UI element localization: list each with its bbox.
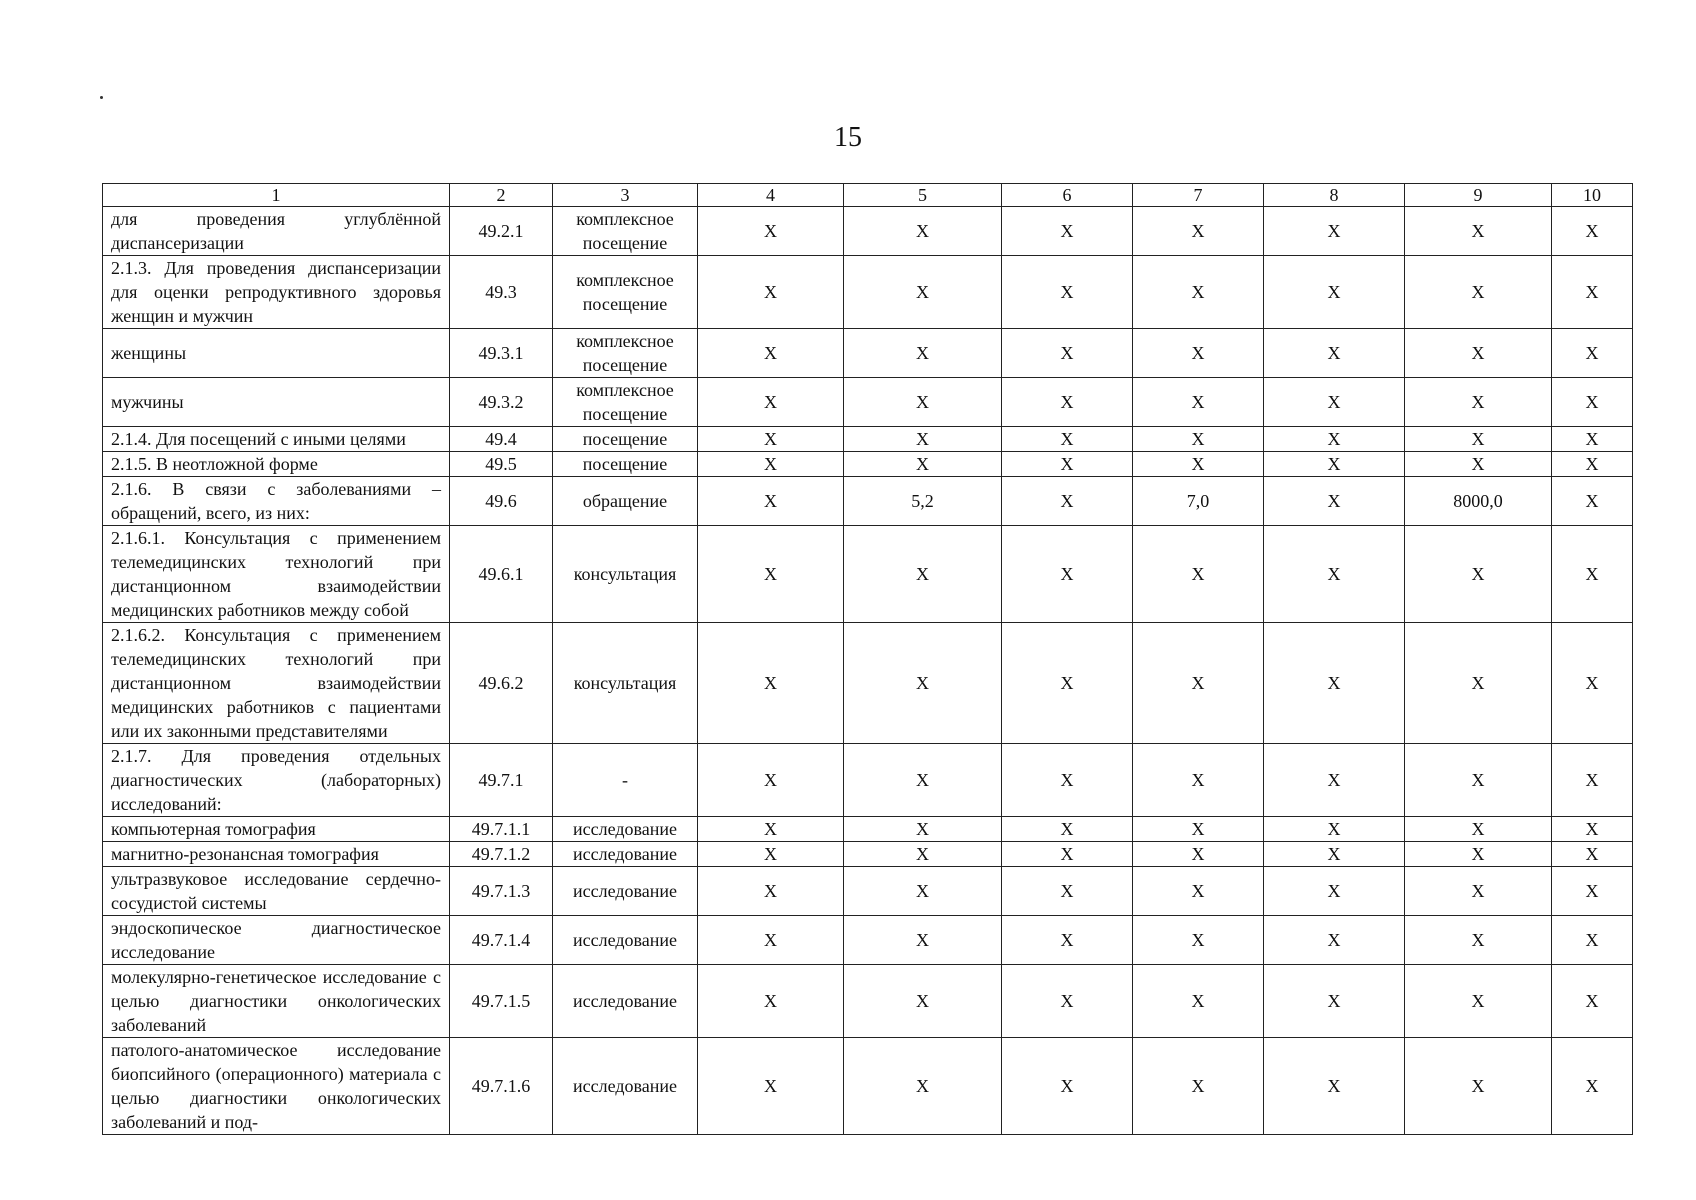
page-number: 15 [834,122,862,153]
row-value-cell: Х [1264,329,1405,378]
row-value-cell: Х [1002,526,1133,623]
row-value-cell: Х [1552,427,1633,452]
row-value-cell: Х [1264,256,1405,329]
row-value-cell: Х [1552,867,1633,916]
row-value-cell: Х [1264,207,1405,256]
row-name-cell: мужчины [103,378,450,427]
row-unit-cell: обращение [553,477,698,526]
row-value-cell: Х [1133,378,1264,427]
row-unit-cell: исследование [553,965,698,1038]
row-code-cell: 49.7.1.1 [450,817,553,842]
row-value-cell: Х [1405,842,1552,867]
column-header: 2 [450,184,553,207]
row-value-cell: Х [698,965,844,1038]
row-value-cell: Х [1405,744,1552,817]
row-value-cell: Х [1552,817,1633,842]
row-code-cell: 49.6.1 [450,526,553,623]
table-row [103,842,1633,867]
row-value-cell: Х [698,842,844,867]
row-value-cell: Х [844,256,1002,329]
row-value-cell: Х [1002,744,1133,817]
row-value-cell: Х [844,329,1002,378]
row-unit-cell: исследование [553,867,698,916]
row-code-cell: 49.7.1.3 [450,867,553,916]
row-value-cell: Х [844,867,1002,916]
row-value-cell: Х [1133,623,1264,744]
row-unit-cell: консультация [553,623,698,744]
row-value-cell: Х [1405,526,1552,623]
row-value-cell: Х [1264,378,1405,427]
row-unit-cell: комплексное посещение [553,207,698,256]
row-value-cell: Х [1552,452,1633,477]
column-header: 7 [1133,184,1264,207]
row-value-cell: Х [1133,965,1264,1038]
row-value-cell: Х [1133,916,1264,965]
column-header: 9 [1405,184,1552,207]
table-row [103,329,1633,378]
row-value-cell: Х [1552,916,1633,965]
row-unit-cell: исследование [553,916,698,965]
row-value-cell: Х [1002,329,1133,378]
row-name-cell: компьютерная томография [103,817,450,842]
row-value-cell: Х [1552,965,1633,1038]
row-value-cell: Х [698,1038,844,1135]
row-value-cell: Х [1264,817,1405,842]
table-row [103,965,1633,1038]
row-code-cell: 49.3 [450,256,553,329]
row-value-cell: Х [1002,623,1133,744]
column-header: 8 [1264,184,1405,207]
row-value-cell: Х [698,427,844,452]
row-value-cell: Х [1405,256,1552,329]
row-value-cell: Х [1552,623,1633,744]
row-unit-cell: посещение [553,452,698,477]
row-value-cell: Х [1405,427,1552,452]
row-unit-cell: посещение [553,427,698,452]
row-code-cell: 49.3.1 [450,329,553,378]
row-unit-cell: комплексное посещение [553,378,698,427]
table-row [103,256,1633,329]
row-value-cell: Х [1264,916,1405,965]
table-row [103,916,1633,965]
row-value-cell: Х [1552,842,1633,867]
row-value-cell: Х [844,965,1002,1038]
row-value-cell: Х [1264,965,1405,1038]
row-value-cell: Х [1002,378,1133,427]
row-value-cell: Х [1133,842,1264,867]
row-value-cell: Х [1002,817,1133,842]
row-value-cell: Х [844,1038,1002,1135]
row-code-cell: 49.2.1 [450,207,553,256]
table-row [103,477,1633,526]
row-value-cell: Х [1264,477,1405,526]
table-row [103,623,1633,744]
row-code-cell: 49.6 [450,477,553,526]
row-name-cell: для проведения углублённой диспансеризации [103,207,450,256]
row-value-cell: Х [844,452,1002,477]
row-name-cell: 2.1.3. Для проведения диспансеризации для оценки репродуктивного здоровья женщин и мужчин [103,256,450,329]
row-value-cell: Х [844,817,1002,842]
row-name-cell: женщины [103,329,450,378]
row-name-cell: патолого-анатомическое исследование биопсийного (операционного) материала с целью диагностики онкологических заболеваний и под- [103,1038,450,1135]
row-code-cell: 49.7.1.2 [450,842,553,867]
row-name-cell: 2.1.7. Для проведения отдельных диагностических (лабораторных) исследований: [103,744,450,817]
row-value-cell: Х [844,623,1002,744]
row-value-cell: 8000,0 [1405,477,1552,526]
table-row [103,1038,1633,1135]
row-code-cell: 49.6.2 [450,623,553,744]
row-value-cell: Х [698,526,844,623]
row-value-cell: Х [844,207,1002,256]
row-value-cell: Х [698,623,844,744]
row-value-cell: Х [1264,744,1405,817]
row-name-cell: ультразвуковое исследование сердечно-сосудистой системы [103,867,450,916]
row-value-cell: Х [698,477,844,526]
row-value-cell: Х [1133,817,1264,842]
row-value-cell: Х [1264,1038,1405,1135]
row-value-cell: Х [1552,329,1633,378]
row-value-cell: Х [1405,623,1552,744]
row-value-cell: Х [1552,477,1633,526]
row-value-cell: Х [1002,256,1133,329]
row-name-cell: магнитно-резонансная томография [103,842,450,867]
row-value-cell: Х [698,329,844,378]
row-value-cell: Х [698,916,844,965]
row-value-cell: Х [1264,427,1405,452]
row-value-cell: 7,0 [1133,477,1264,526]
column-header: 10 [1552,184,1633,207]
column-header: 4 [698,184,844,207]
row-unit-cell: исследование [553,1038,698,1135]
row-value-cell: Х [1405,916,1552,965]
row-value-cell: Х [1552,378,1633,427]
row-value-cell: Х [1405,817,1552,842]
row-value-cell: Х [1002,427,1133,452]
table-row [103,744,1633,817]
row-unit-cell: консультация [553,526,698,623]
row-value-cell: Х [1405,452,1552,477]
row-code-cell: 49.7.1.6 [450,1038,553,1135]
row-value-cell: Х [1405,378,1552,427]
row-code-cell: 49.7.1 [450,744,553,817]
column-header: 1 [103,184,450,207]
row-value-cell: Х [1133,207,1264,256]
row-value-cell: Х [1552,744,1633,817]
column-header: 6 [1002,184,1133,207]
row-value-cell: 5,2 [844,477,1002,526]
row-value-cell: Х [1002,867,1133,916]
row-value-cell: Х [1133,329,1264,378]
row-value-cell: Х [844,378,1002,427]
table-row [103,378,1633,427]
row-name-cell: 2.1.5. В неотложной форме [103,452,450,477]
row-value-cell: Х [1552,1038,1633,1135]
row-value-cell: Х [1002,965,1133,1038]
row-value-cell: Х [1002,916,1133,965]
row-unit-cell: комплексное посещение [553,329,698,378]
row-code-cell: 49.5 [450,452,553,477]
row-value-cell: Х [1264,623,1405,744]
row-value-cell: Х [1133,452,1264,477]
row-name-cell: 2.1.6.2. Консультация с применением телемедицинских технологий при дистанционном взаимодействии медицинских работников с пациентами или их законными представителями [103,623,450,744]
row-value-cell: Х [1264,867,1405,916]
row-unit-cell: исследование [553,842,698,867]
row-value-cell: Х [1405,867,1552,916]
row-value-cell: Х [844,526,1002,623]
row-code-cell: 49.7.1.4 [450,916,553,965]
row-value-cell: Х [1552,256,1633,329]
data-table [102,183,1633,1135]
row-unit-cell: - [553,744,698,817]
row-value-cell: Х [844,842,1002,867]
row-value-cell: Х [698,817,844,842]
row-value-cell: Х [1405,965,1552,1038]
table-row [103,207,1633,256]
row-code-cell: 49.7.1.5 [450,965,553,1038]
row-name-cell: молекулярно-генетическое исследование с целью диагностики онкологических заболеваний [103,965,450,1038]
row-value-cell: Х [844,744,1002,817]
row-name-cell: 2.1.4. Для посещений с иными целями [103,427,450,452]
row-value-cell: Х [844,916,1002,965]
scan-speck [100,96,103,99]
row-value-cell: Х [1264,842,1405,867]
row-value-cell: Х [698,256,844,329]
table-row [103,452,1633,477]
table-row [103,526,1633,623]
row-value-cell: Х [1002,1038,1133,1135]
table-row [103,867,1633,916]
row-value-cell: Х [1002,452,1133,477]
row-value-cell: Х [1002,207,1133,256]
row-value-cell: Х [698,378,844,427]
row-value-cell: Х [844,427,1002,452]
row-code-cell: 49.3.2 [450,378,553,427]
table-row [103,427,1633,452]
row-code-cell: 49.4 [450,427,553,452]
row-value-cell: Х [698,452,844,477]
row-name-cell: эндоскопическое диагностическое исследование [103,916,450,965]
row-value-cell: Х [698,207,844,256]
row-value-cell: Х [1405,207,1552,256]
column-header: 5 [844,184,1002,207]
row-value-cell: Х [1133,1038,1264,1135]
table-row [103,817,1633,842]
row-value-cell: Х [1264,526,1405,623]
row-value-cell: Х [1133,744,1264,817]
row-unit-cell: комплексное посещение [553,256,698,329]
row-value-cell: Х [698,744,844,817]
row-value-cell: Х [1002,842,1133,867]
row-value-cell: Х [1133,427,1264,452]
row-value-cell: Х [1133,256,1264,329]
row-name-cell: 2.1.6.1. Консультация с применением телемедицинских технологий при дистанционном взаимодействии медицинских работников между собой [103,526,450,623]
row-value-cell: Х [1133,526,1264,623]
row-unit-cell: исследование [553,817,698,842]
row-value-cell: Х [1405,1038,1552,1135]
row-value-cell: Х [1552,207,1633,256]
row-value-cell: Х [1405,329,1552,378]
row-value-cell: Х [698,867,844,916]
row-value-cell: Х [1133,867,1264,916]
row-value-cell: Х [1264,452,1405,477]
row-value-cell: Х [1002,477,1133,526]
row-value-cell: Х [1552,526,1633,623]
column-header: 3 [553,184,698,207]
header-row [103,184,1633,207]
row-name-cell: 2.1.6. В связи с заболеваниями – обращений, всего, из них: [103,477,450,526]
